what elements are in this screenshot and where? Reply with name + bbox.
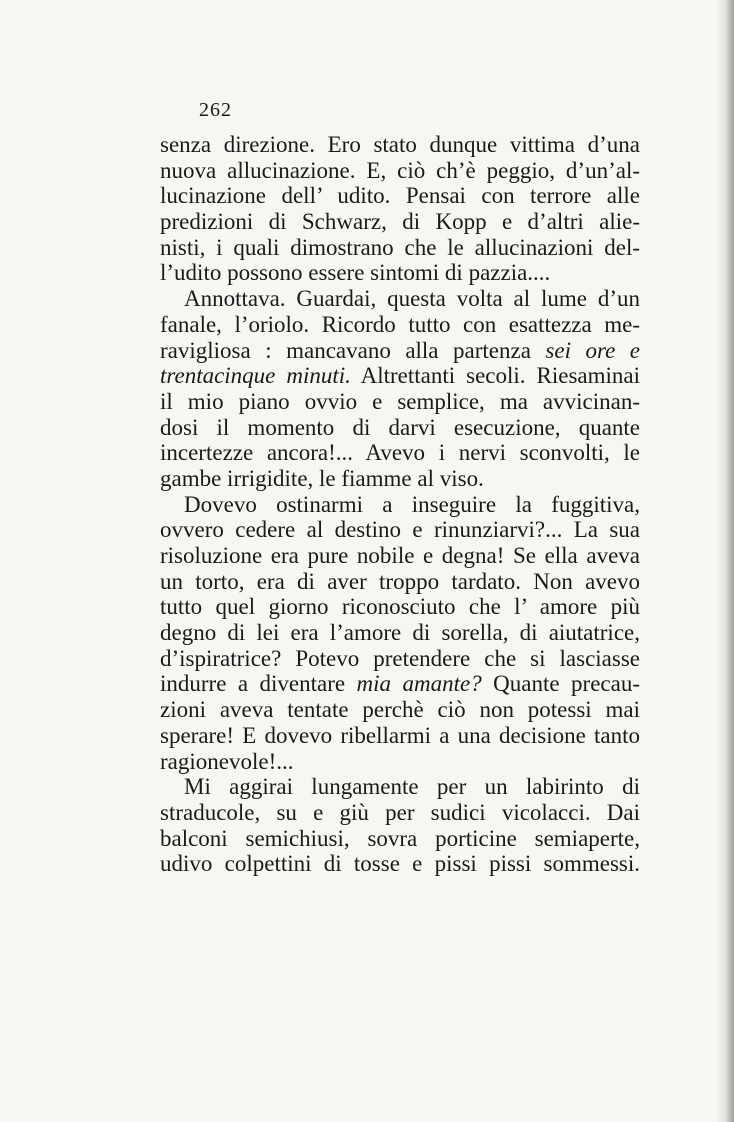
line-text: balconi semichiusi, sovra porticine semiaperte, [160, 825, 640, 851]
line-text: fanale, l’oriolo. Ricordo tutto con esattezza me- [160, 311, 640, 337]
text-line [160, 646, 640, 672]
text-line [160, 620, 640, 646]
text-line [160, 363, 640, 389]
text-line [160, 132, 640, 158]
text-line [160, 800, 640, 826]
text-line [160, 594, 640, 620]
line-text: degno di lei era l’amore di sorella, di aiutatrice, [160, 620, 640, 646]
text-line [160, 851, 640, 877]
body-text [160, 132, 640, 877]
text-line [160, 517, 640, 543]
line-text: un torto, era di aver troppo tardato. Non avevo [160, 568, 640, 594]
text-line [160, 543, 640, 569]
line-text: Dovevo ostinarmi a inseguire la fuggitiva, [184, 491, 640, 517]
line-text: incertezze ancora!... Avevo i nervi sconvolti, le [160, 440, 640, 466]
text-line [160, 415, 640, 441]
line-text: lucinazione dell’ udito. Pensai con terrore alle [160, 183, 640, 209]
line-text: ovvero cedere al destino e rinunziarvi?... La sua [160, 517, 640, 543]
line-text: tutto quel giorno riconosciuto che l’ amore più [160, 594, 640, 620]
italic-text: mia amante? [356, 671, 482, 697]
line-text: d’ispiratrice? Potevo pretendere che si lasciasse [160, 645, 640, 671]
line-text: Quante precau- [493, 671, 640, 697]
line-text: sperare! E dovevo ribellarmi a una decisione tanto [160, 722, 640, 748]
text-line [160, 466, 640, 492]
italic-text: trentacinque minuti. [160, 363, 351, 389]
page-number: 262 [199, 99, 232, 121]
line-text: udivo colpettini di tosse e pissi pissi sommessi. [160, 851, 640, 877]
line-text: predizioni di Schwarz, di Kopp e d’altri alie- [160, 209, 640, 235]
line-text: indurre a diventare [160, 671, 346, 697]
text-line [160, 671, 640, 697]
text-line [160, 440, 640, 466]
text-line [160, 723, 640, 749]
text-line [160, 260, 640, 286]
text-line [160, 389, 640, 415]
line-text: senza direzione. Ero stato dunque vittima d’una [160, 132, 640, 157]
line-text: nisti, i quali dimostrano che le allucinazioni del- [160, 234, 640, 260]
italic-text: sei ore e [545, 337, 640, 363]
line-text: Annottava. Guardai, questa volta al lume d’un [184, 286, 640, 312]
line-text: l’udito possono essere sintomi di pazzia.... [160, 260, 551, 286]
text-line [160, 749, 640, 775]
text-line [160, 209, 640, 235]
text-line [160, 697, 640, 723]
text-line [160, 569, 640, 595]
text-line [160, 338, 640, 364]
text-line [160, 492, 640, 518]
line-text: straducole, su e giù per sudici vicolacci. Dai [160, 799, 640, 825]
text-line [160, 183, 640, 209]
text-line [160, 774, 640, 800]
text-line [160, 235, 640, 261]
text-line [160, 286, 640, 312]
text-line [160, 312, 640, 338]
line-text: Mi aggirai lungamente per un labirinto di [184, 774, 640, 800]
line-text: nuova allucinazione. E, ciò ch’è peggio, d’un’al- [160, 157, 640, 183]
line-text: ragionevole!... [160, 748, 294, 774]
page-edge-shadow [716, 0, 734, 1122]
line-text: ravigliosa : mancavano alla partenza [160, 337, 531, 363]
line-text: Altrettanti secoli. Riesaminai [360, 363, 640, 389]
text-line [160, 158, 640, 184]
line-text: risoluzione era pure nobile e degna! Se ella aveva [160, 543, 640, 568]
line-text: dosi il momento di darvi esecuzione, quante [160, 414, 640, 440]
text-line [160, 826, 640, 852]
line-text: gambe irrigidite, le fiamme al viso. [160, 465, 484, 491]
line-text: il mio piano ovvio e semplice, ma avvicinan- [160, 388, 640, 414]
line-text: zioni aveva tentate perchè ciò non potessi mai [160, 697, 640, 723]
